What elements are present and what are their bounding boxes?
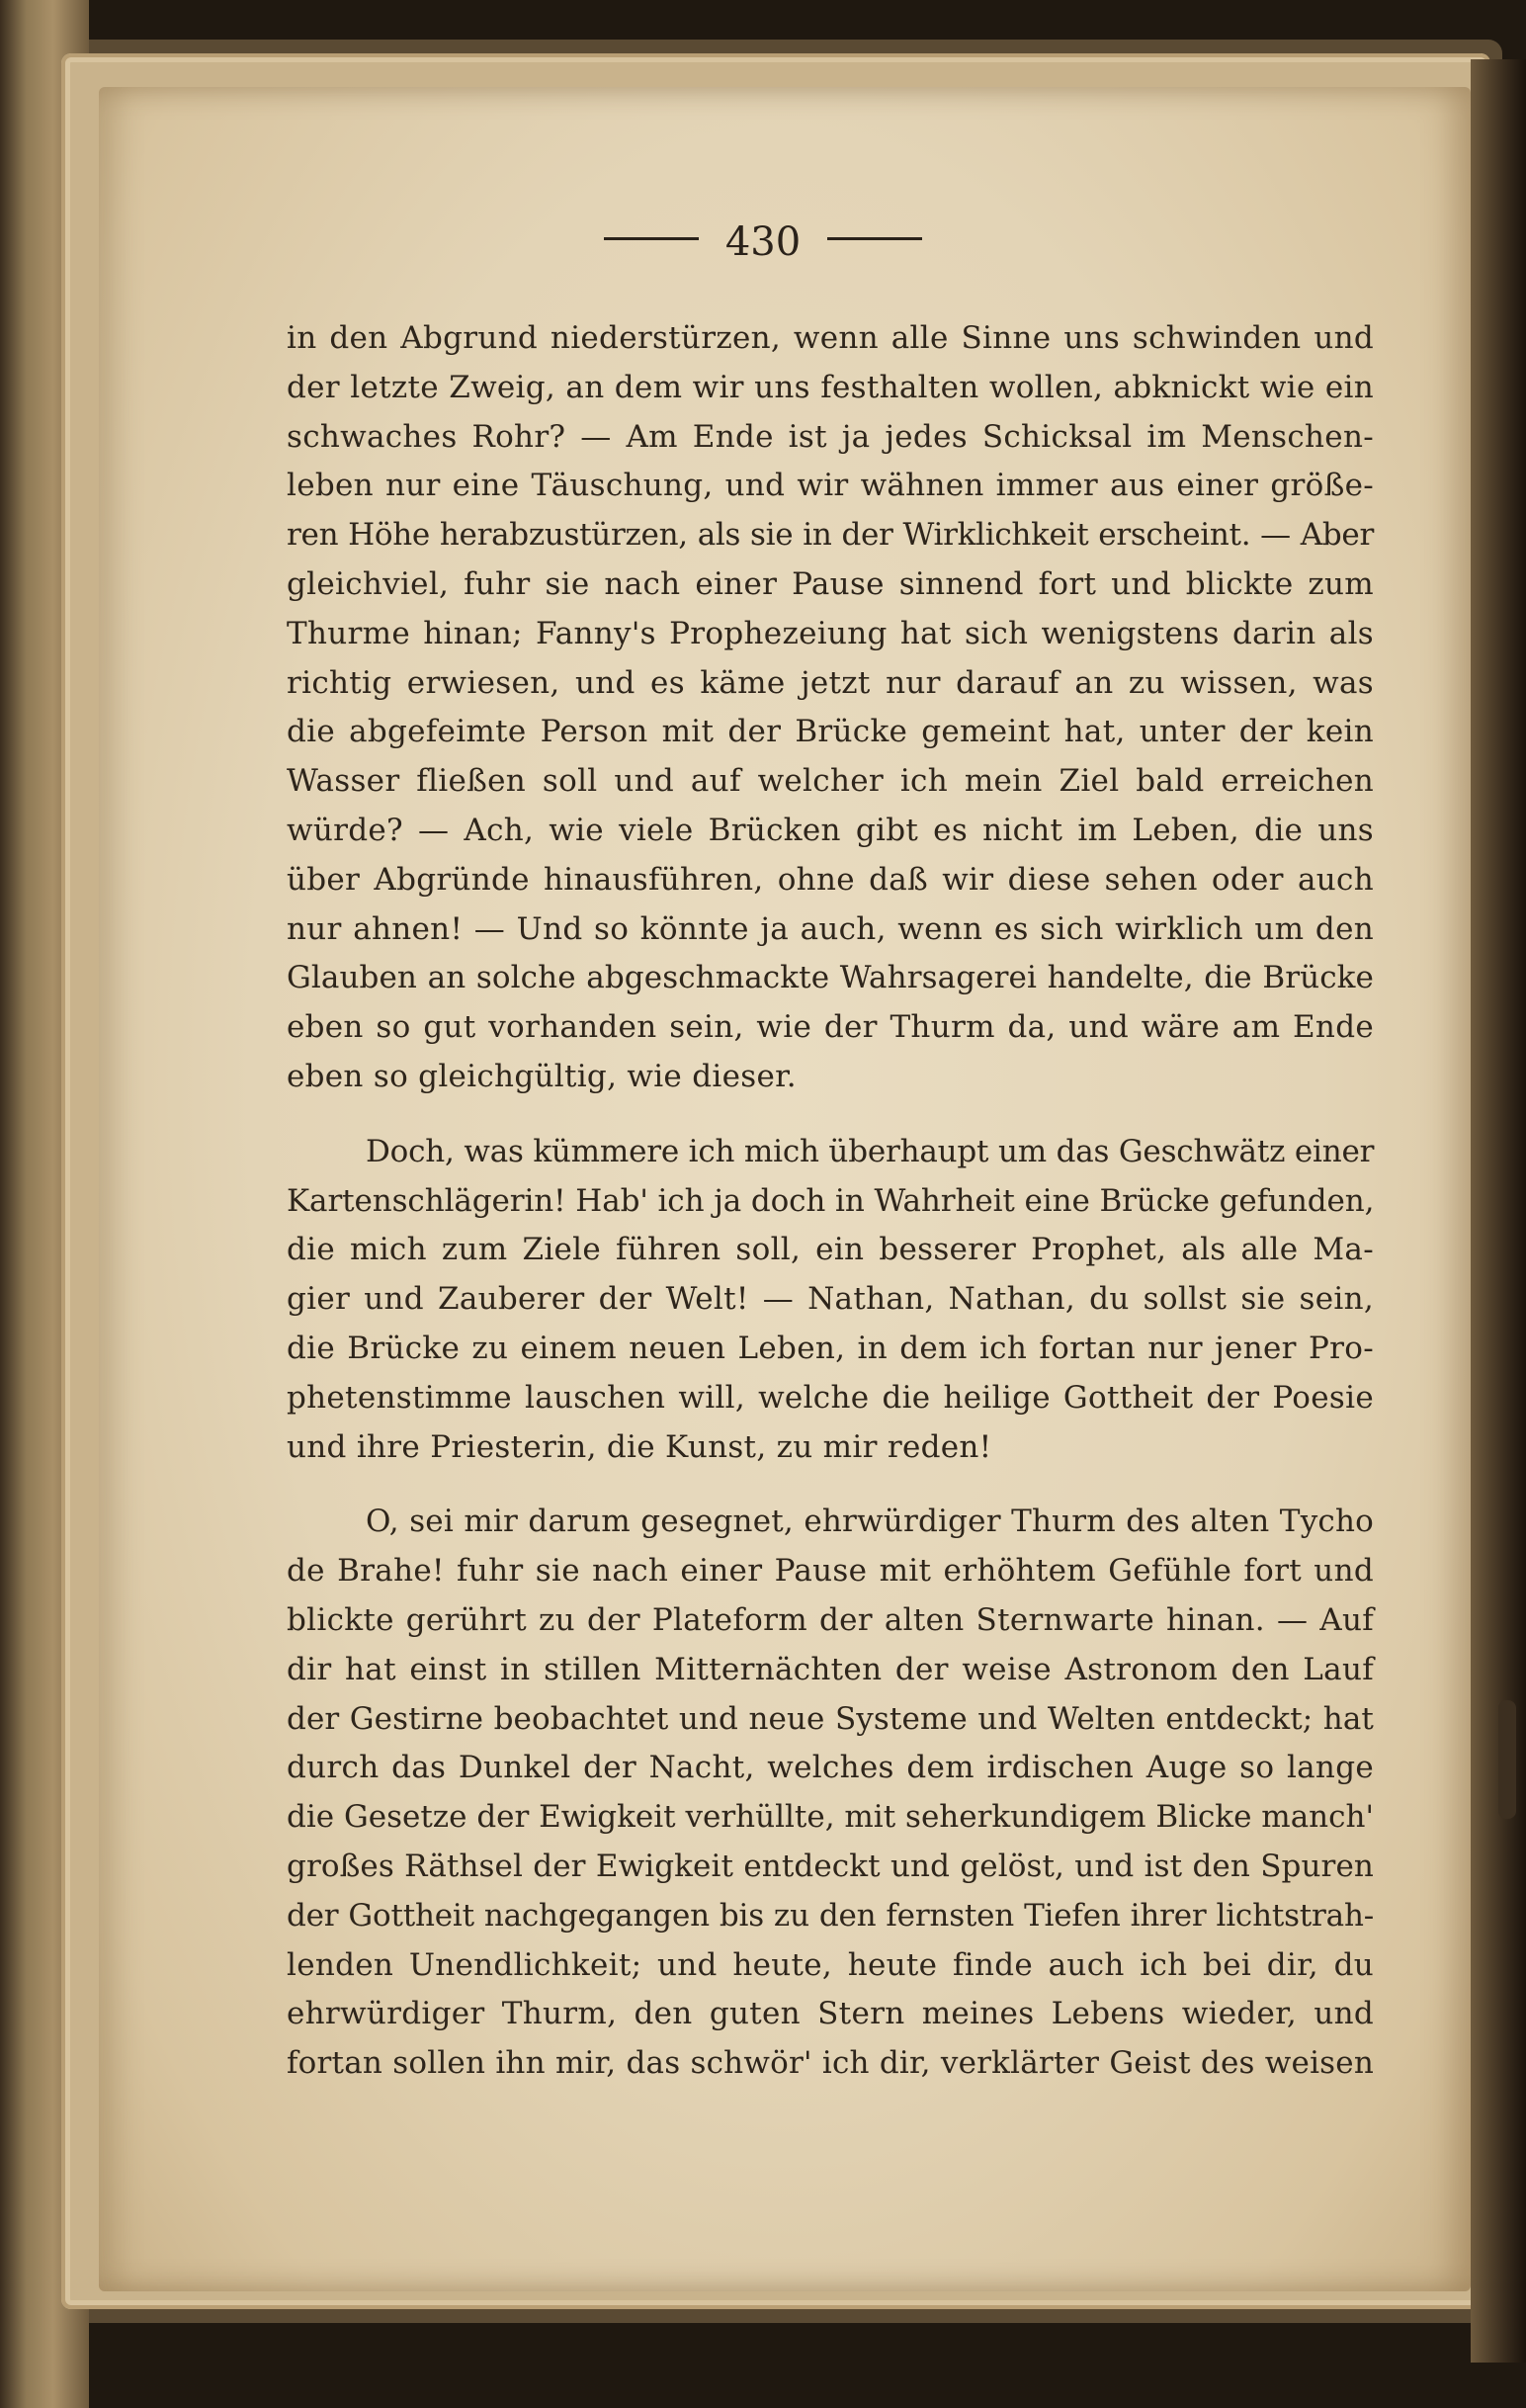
- header-rule-right: [827, 237, 922, 240]
- text-line: gleichviel, fuhr sie nach einer Pause sinnend fort und blickte zum: [287, 565, 1374, 602]
- text-line: leben nur eine Täuschung, und wir wähnen immer aus einer größe-: [287, 468, 1374, 504]
- text-line: lenden Unendlichkeit; und heute, heute finde auch ich bei dir, du: [287, 1946, 1374, 1983]
- text-line: die abgefeimte Person mit der Brücke gemeint hat, unter der kein: [287, 714, 1374, 750]
- text-line: de Brahe! fuhr sie nach einer Pause mit erhöhtem Gefühle fort und: [287, 1553, 1374, 1590]
- text-line: Thurme hinan; Fanny's Prophezeiung hat sich wenigstens darin als: [287, 615, 1374, 651]
- text-line: der letzte Zweig, an dem wir uns festhalten wollen, abknickt wie ein: [287, 369, 1374, 405]
- text-line: schwaches Rohr? — Am Ende ist ja jedes Schicksal im Menschen-: [287, 418, 1374, 455]
- text-line: die Gesetze der Ewigkeit verhüllte, mit seherkundigem Blicke manch': [287, 1799, 1374, 1836]
- book-right-edge-shadow: [1471, 59, 1526, 2363]
- text-line: die Brücke zu einem neuen Leben, in dem ich fortan nur jener Pro-: [287, 1330, 1374, 1366]
- text-line: blickte gerührt zu der Plateform der alten Sternwarte hinan. — Auf: [287, 1601, 1374, 1638]
- page-number: 430: [724, 219, 802, 265]
- text-line: Doch, was kümmere ich mich überhaupt um das Geschwätz einer: [366, 1133, 1375, 1169]
- text-line: würde? — Ach, wie viele Brücken gibt es nicht im Leben, die uns: [287, 812, 1374, 848]
- text-line: Glauben an solche abgeschmackte Wahrsagerei handelte, die Brücke: [287, 960, 1374, 996]
- paragraph: [287, 1498, 1374, 2089]
- page-edge-tab: [1498, 1700, 1516, 1819]
- page-header: [0, 219, 1526, 265]
- text-line: gier und Zauberer der Welt! — Nathan, Nathan, du sollst sie sein,: [287, 1281, 1374, 1318]
- paragraph-gap: [287, 1472, 1374, 1498]
- text-line: durch das Dunkel der Nacht, welches dem irdischen Auge so lange: [287, 1750, 1374, 1786]
- text-line: die mich zum Ziele führen soll, ein besserer Prophet, als alle Ma-: [287, 1232, 1374, 1268]
- body-text: [287, 314, 1374, 2089]
- paragraph-gap: [287, 1102, 1374, 1128]
- text-line: richtig erwiesen, und es käme jetzt nur darauf an zu wissen, was: [287, 664, 1374, 701]
- text-line: nur ahnen! — Und so könnte ja auch, wenn es sich wirklich um den: [287, 910, 1374, 947]
- text-line: O, sei mir darum gesegnet, ehrwürdiger Thurm des alten Tycho: [366, 1504, 1374, 1540]
- text-line: ren Höhe herabzustürzen, als sie in der Wirklichkeit erscheint. — Aber: [287, 517, 1374, 554]
- text-line: Wasser fließen soll und auf welcher ich mein Ziel bald erreichen: [287, 763, 1374, 800]
- text-line: der Gottheit nachgegangen bis zu den fernsten Tiefen ihrer lichtstrah-: [287, 1897, 1374, 1934]
- text-line: phetenstimme lauschen will, welche die heilige Gottheit der Poesie: [287, 1379, 1374, 1416]
- text-line: fortan sollen ihn mir, das schwör' ich dir, verklärter Geist des weisen: [287, 2045, 1374, 2082]
- text-line: großes Räthsel der Ewigkeit entdeckt und gelöst, und ist den Spuren: [287, 1848, 1374, 1884]
- header-rule-left: [604, 237, 699, 240]
- paragraph: [287, 1128, 1374, 1473]
- text-line: dir hat einst in stillen Mitternächten der weise Astronom den Lauf: [287, 1651, 1374, 1687]
- text-line: über Abgründe hinausführen, ohne daß wir diese sehen oder auch: [287, 861, 1374, 898]
- text-line: Kartenschlägerin! Hab' ich ja doch in Wahrheit eine Brücke gefunden,: [287, 1182, 1375, 1219]
- text-line: eben so gleichgültig, wie dieser.: [287, 1058, 797, 1094]
- text-line: ehrwürdiger Thurm, den guten Stern meines Lebens wieder, und: [287, 1996, 1374, 2032]
- text-line: eben so gut vorhanden sein, wie der Thurm da, und wäre am Ende: [287, 1009, 1374, 1046]
- text-line: in den Abgrund niederstürzen, wenn alle Sinne uns schwinden und: [287, 320, 1374, 356]
- paragraph: [287, 314, 1374, 1102]
- text-line: der Gestirne beobachtet und neue Systeme und Welten entdeckt; hat: [287, 1700, 1374, 1737]
- text-line: und ihre Priesterin, die Kunst, zu mir reden!: [287, 1428, 992, 1465]
